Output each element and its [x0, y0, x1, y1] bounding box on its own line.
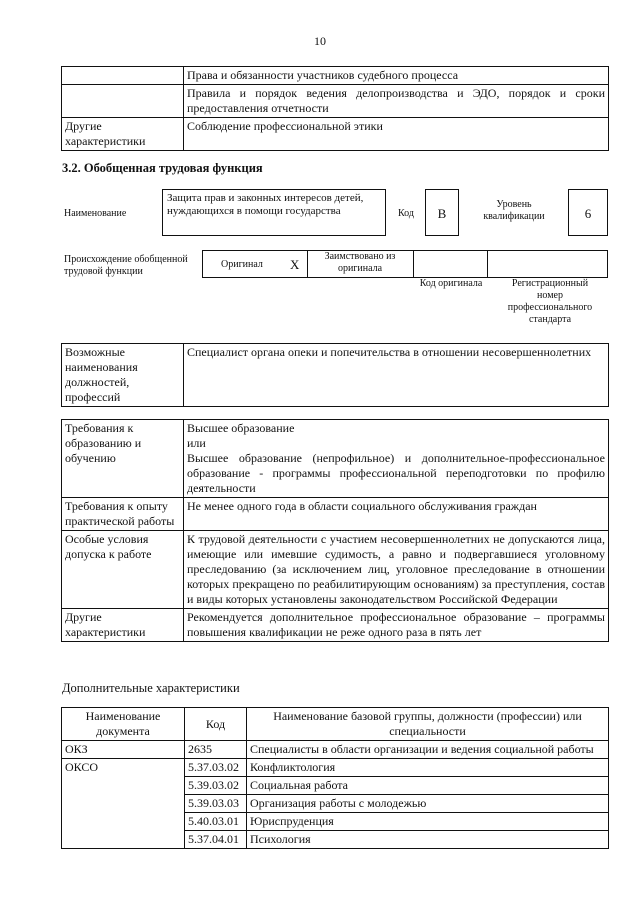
reg-number-caption: Регистрационный номер профессионального стандарта	[507, 278, 593, 325]
section-title: 3.2. Обобщенная трудовая функция	[62, 161, 263, 175]
name-cell: Специалисты в области организации и ведения социальной работы	[247, 741, 609, 759]
row-text: Права и обязанности участников судебного процесса	[184, 67, 609, 85]
function-name: Защита прав и законных интересов детей, нуждающихся в помощи государства	[167, 192, 364, 217]
code-cell: 5.37.03.02	[185, 759, 247, 777]
row-text: Рекомендуется дополнительное профессиональное образование – программы повышения квалификации не реже одного раза в пять лет	[184, 609, 609, 642]
positions-table	[61, 343, 609, 407]
original-label: Оригинал	[221, 259, 263, 270]
header-document: Наименование документа	[62, 708, 185, 741]
table-row	[62, 420, 609, 498]
doc-cell: ОКЗ	[62, 741, 185, 759]
code-cell: 5.39.03.03	[185, 795, 247, 813]
name-cell: Психология	[247, 831, 609, 849]
origin-divider	[487, 250, 488, 278]
level-value: 6	[584, 206, 592, 221]
knowledge-table	[61, 66, 609, 151]
table-row	[62, 498, 609, 531]
level-label: Уровень квалификации	[483, 199, 545, 222]
table-row	[62, 344, 609, 407]
text-line: или	[187, 436, 206, 450]
code-cell: 5.37.04.01	[185, 831, 247, 849]
page-number: 10	[314, 34, 326, 48]
row-text: Специалист органа опеки и попечительства в отношении несовершеннолетних	[184, 344, 609, 407]
header-code: Код	[185, 708, 247, 741]
table-row	[62, 741, 609, 759]
code-value: В	[437, 206, 447, 221]
row-text: Соблюдение профессиональной этики	[184, 118, 609, 151]
origin-divider	[307, 250, 308, 278]
name-cell: Конфликтология	[247, 759, 609, 777]
level-box	[568, 189, 608, 236]
row-text: Не менее одного года в области социального обслуживания граждан	[184, 498, 609, 531]
table-header-row	[62, 708, 609, 741]
row-label: Особые условия допуска к работе	[62, 531, 184, 609]
text-line: Высшее образование (непрофильное) и дополнительное-профессиональное образование - программы профессиональной переподготовки по профилю деятельности	[187, 451, 605, 495]
row-label: Требования к образованию и обучению	[62, 420, 184, 498]
row-text: К трудовой деятельности с участием несовершеннолетних не допускаются лица, имеющие или имевшие судимость, а равно и подвергавшиеся уголовному преследованию (за исключением лиц, уголовное преследование в отношении которых прекращено по реабилитирующим основаниям) за преступления, состав и виды которых установлены законодательством Российской Федерации	[184, 531, 609, 609]
table-row	[62, 118, 609, 151]
row-text	[184, 420, 609, 498]
code-cell: 2635	[185, 741, 247, 759]
row-label	[62, 67, 184, 85]
row-label	[62, 85, 184, 118]
row-label: Другие характеристики	[62, 609, 184, 642]
table-row	[62, 67, 609, 85]
name-cell: Социальная работа	[247, 777, 609, 795]
row-text: Правила и порядок ведения делопроизводства и ЭДО, порядок и сроки предоставления отчетности	[184, 85, 609, 118]
original-mark: X	[290, 257, 300, 272]
borrowed-label: Заимствовано из оригинала	[324, 251, 396, 274]
row-label: Другие характеристики	[62, 118, 184, 151]
doc-cell: ОКСО	[62, 759, 185, 849]
code-box	[425, 189, 459, 236]
name-cell: Организация работы с молодежью	[247, 795, 609, 813]
code-label: Код	[398, 208, 414, 219]
name-label: Наименование	[64, 208, 127, 219]
table-row	[62, 759, 609, 777]
table-row	[62, 609, 609, 642]
origin-divider	[413, 250, 414, 278]
name-cell: Юриспруденция	[247, 813, 609, 831]
origin-label: Происхождение обобщенной трудовой функции	[64, 254, 188, 277]
function-name-box	[162, 189, 386, 236]
row-label: Требования к опыту практической работы	[62, 498, 184, 531]
code-original-caption: Код оригинала	[419, 278, 483, 289]
requirements-table	[61, 419, 609, 642]
text-line: Высшее образование	[187, 421, 295, 435]
table-row	[62, 85, 609, 118]
additional-title: Дополнительные характеристики	[62, 681, 240, 695]
table-row	[62, 531, 609, 609]
row-label: Возможные наименования должностей, профессий	[62, 344, 184, 407]
header-name: Наименование базовой группы, должности (профессии) или специальности	[247, 708, 609, 741]
code-cell: 5.39.03.02	[185, 777, 247, 795]
code-cell: 5.40.03.01	[185, 813, 247, 831]
additional-table	[61, 707, 609, 849]
